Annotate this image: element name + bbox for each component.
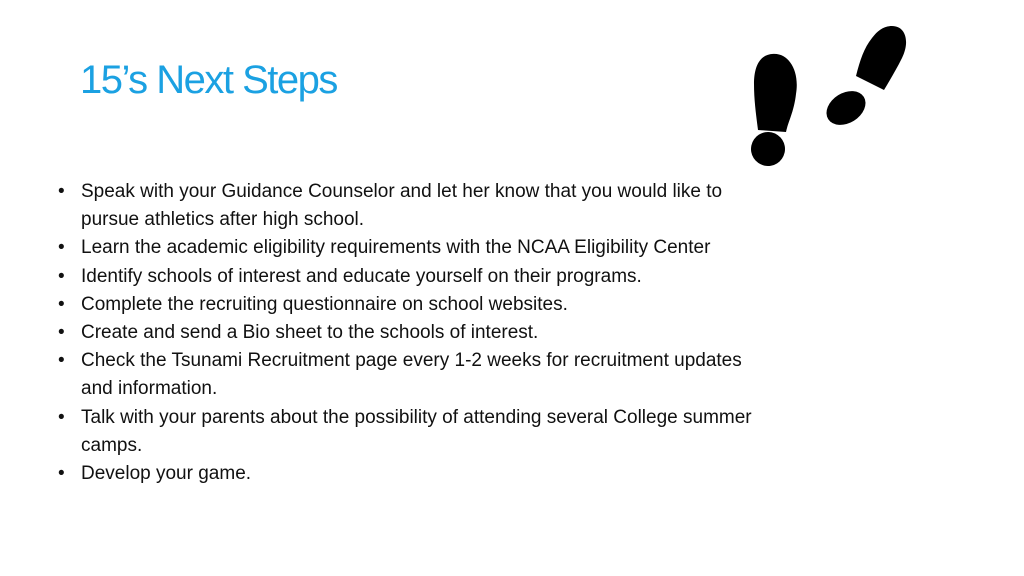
right-footprint [820,26,906,132]
left-footprint [748,54,796,169]
bullet-item: • Identify schools of interest and educate yourself on their programs. [58,263,758,291]
bullet-item: • Create and send a Bio sheet to the schools of interest. [58,319,758,347]
bullet-list [58,178,758,488]
footprints-icon [744,18,914,170]
bullet-item: • Complete the recruiting questionnaire on school websites. [58,291,758,319]
bullet-item: • Check the Tsunami Recruitment page every 1-2 weeks for recruitment updates and information. [58,347,758,403]
bullet-item: • Talk with your parents about the possibility of attending several College summer camps. [58,404,758,460]
bullet-item: • Learn the academic eligibility requirements with the NCAA Eligibility Center [58,234,758,262]
bullet-item: • Develop your game. [58,460,758,488]
bullet-item: • Speak with your Guidance Counselor and let her know that you would like to pursue athletics after high school. [58,178,758,234]
slide-title: 15’s Next Steps [80,58,337,102]
